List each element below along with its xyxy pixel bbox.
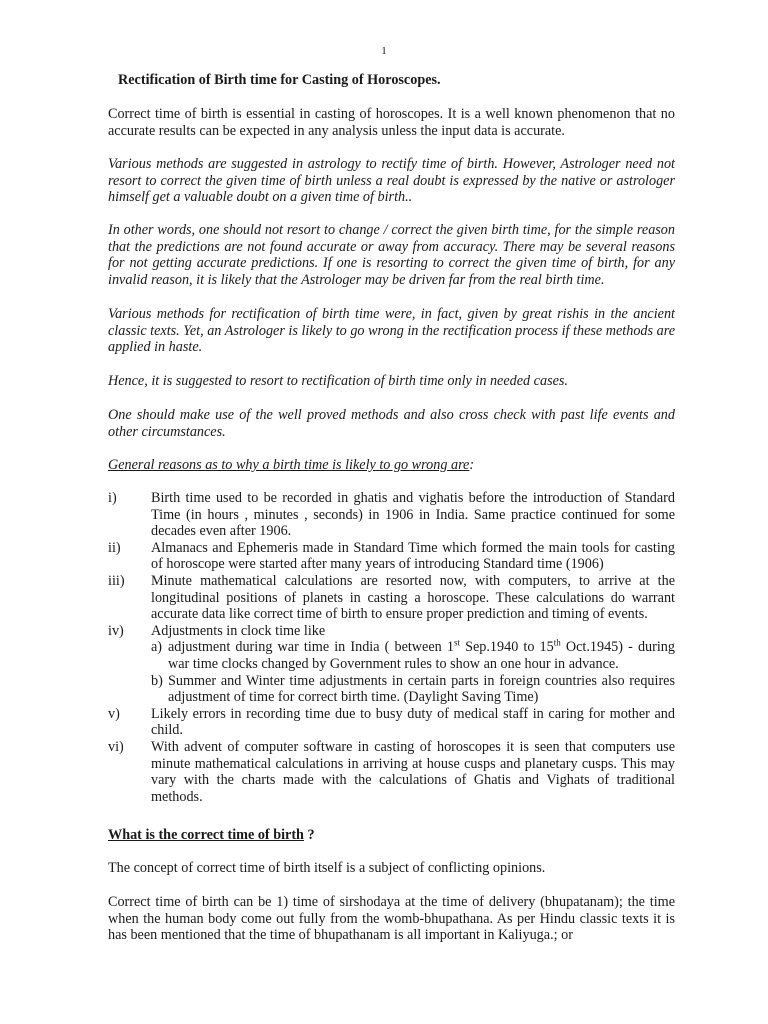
list-item	[108, 706, 675, 739]
page-number: 1	[381, 45, 387, 57]
document-title: Rectification of Birth time for Casting of Horoscopes.	[118, 72, 441, 88]
sub-list-item-number: b)	[151, 672, 163, 689]
list-item-text: With advent of computer software in casting of horoscopes it is seen that computers use minute mathematical calculations in arriving at house cusps and planetary cusps. This may vary with the charts made with the calculations of Ghatis and Vighats of traditional methods.	[151, 738, 675, 805]
list-item	[108, 573, 675, 623]
paragraph-other-words: In other words, one should not resort to change / correct the given birth time, for the simple reason that the predictions are not found accurate or away from accuracy. There may be several reasons for not getting accurate predictions. If one is resorting to correct the given time of birth, for any invalid reason, it is likely that the Astrologer may be driven far from the real birth time.	[108, 222, 675, 288]
intro-paragraph: Correct time of birth is essential in casting of horoscopes. It is a well known phenomenon that no accurate results can be expected in any analysis unless the input data is accurate.	[108, 106, 675, 139]
section-heading-question-mark: ?	[303, 827, 315, 843]
paragraph-cross-check: One should make use of the well proved methods and also cross check with past life events and other circumstances.	[108, 407, 675, 440]
sub-list-item-a	[151, 639, 675, 672]
sub-list-item-b	[151, 673, 675, 706]
sub-list-item-text: Summer and Winter time adjustments in certain parts in foreign countries also requires adjustment of time for correct birth time. (Daylight Saving Time)	[168, 672, 675, 706]
list-item-text: Likely errors in recording time due to busy duty of medical staff in caring for mother and child.	[151, 705, 675, 739]
list-item-number: ii)	[108, 539, 121, 556]
list-item-number: iii)	[108, 572, 125, 589]
list-item-text	[151, 623, 675, 706]
list-item	[108, 540, 675, 573]
list-item-number: iv)	[108, 622, 124, 639]
list-item-text: Minute mathematical calculations are resorted now, with computers, to arrive at the longitudinal positions of planets in casting a horoscope. These calculations do warrant accurate data like correct time of birth to ensure proper prediction and timing of events.	[151, 572, 675, 623]
sub-a-ordinal-1: st	[453, 637, 460, 648]
sub-a-text-pre: adjustment during war time in India ( between 1	[168, 639, 454, 656]
list-item-text-main: Adjustments in clock time like	[151, 622, 326, 639]
list-item-text: Almanacs and Ephemeris made in Standard Time which formed the main tools for casting of horoscope were started after many years of introducing Standard time (1906)	[151, 539, 675, 573]
list-item-number: vi)	[108, 738, 124, 755]
reasons-heading-colon: :	[469, 457, 475, 473]
sub-a-text-post: Oct.1945) - during war time clocks changed by Government rules to show an one hour in advance.	[168, 639, 675, 672]
reasons-heading-label: General reasons as to why a birth time is likely to go wrong are	[108, 457, 470, 473]
sub-a-ordinal-2: th	[553, 637, 561, 648]
list-item	[108, 490, 675, 540]
reasons-list	[108, 490, 675, 805]
paragraph-methods: Various methods are suggested in astrology to rectify time of birth. However, Astrologer need not resort to correct the given time of birth unless a real doubt is expressed by the native or astrologer himself get a valuable doubt on a given time of birth..	[108, 156, 675, 206]
paragraph-rishis: Various methods for rectification of birth time were, in fact, given by great rishis in the ancient classic texts. Yet, an Astrologer is likely to go wrong in the rectification process if these methods are applied in haste.	[108, 306, 675, 356]
paragraph-concept: The concept of correct time of birth itself is a subject of conflicting opinions.	[108, 860, 546, 876]
section-heading-label: What is the correct time of birth	[108, 827, 304, 843]
list-item-number: i)	[108, 490, 117, 506]
sub-list-item-number: a)	[151, 639, 163, 656]
list-item-text: Birth time used to be recorded in ghatis and vighatis before the introduction of Standard Time (in hours , minutes , seconds) in 1906 in India. Same practice continued for some decades even after 1906.	[151, 490, 675, 540]
paragraph-correct-time: Correct time of birth can be 1) time of sirshodaya at the time of delivery (bhupatanam); the time when the human body come out fully from the womb-bhupathana. As per Hindu classic texts it is has been mentioned that the time of bhupathanam is all important in Kaliyuga.; or	[108, 894, 675, 944]
section-heading-correct-time	[108, 827, 315, 844]
list-item	[108, 623, 675, 706]
list-item	[108, 739, 675, 805]
reasons-heading	[108, 457, 675, 474]
paragraph-hence: Hence, it is suggested to resort to rectification of birth time only in needed cases.	[108, 373, 568, 389]
sub-a-text-mid: Sep.1940 to 15	[459, 639, 554, 656]
list-item-number: v)	[108, 705, 120, 722]
sub-list-item-text	[168, 639, 675, 672]
